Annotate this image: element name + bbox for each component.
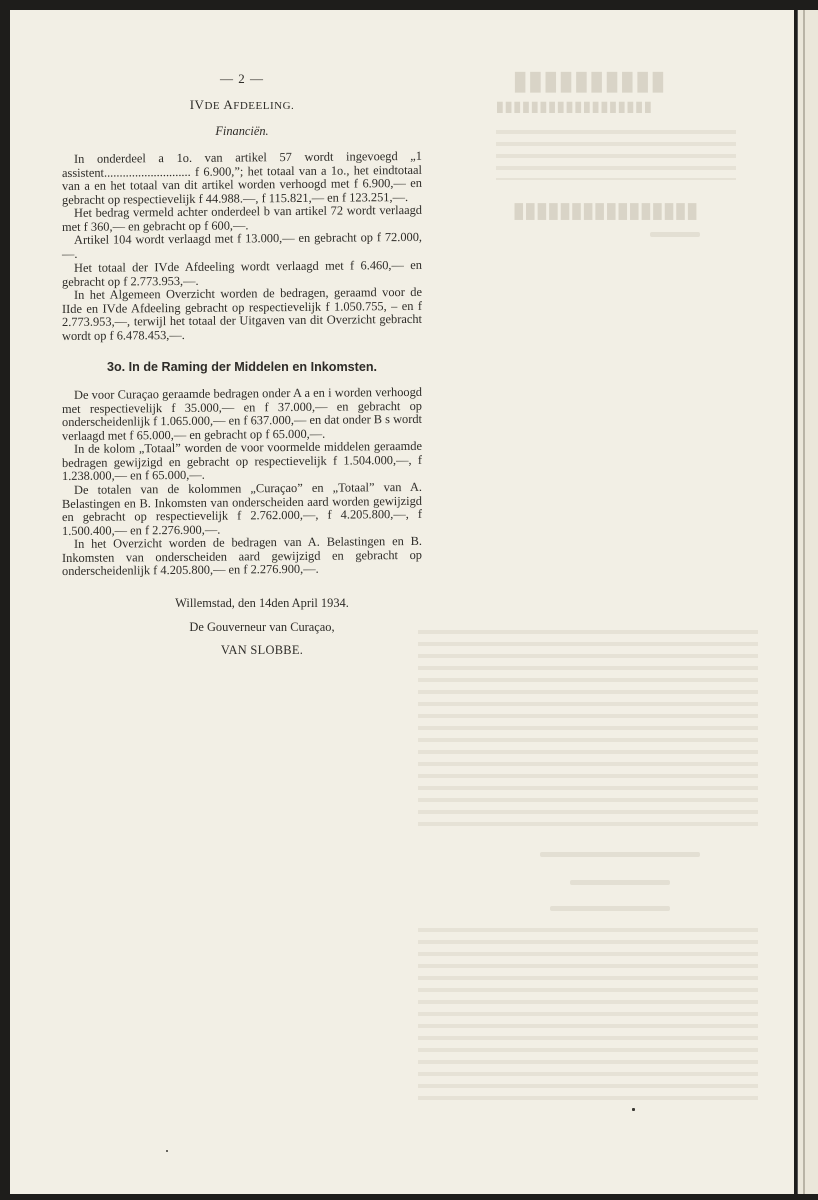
signatory-name: VAN SLOBBE. <box>220 643 304 658</box>
bleed-through-line <box>540 852 700 857</box>
section-title-afdeeling: IVDE AFDEELING. <box>189 96 295 112</box>
paragraph: In het Algemeen Overzicht worden de bedragen, geraamd voor de IIde en IVde Afdeeling gebracht op respectievelijk f 1.050.755, – en f 2.773.953,—, terwijl het totaal der Uitgaven van dit Overzicht gebracht wordt op f 6.478.453,—. <box>62 284 422 343</box>
bleed-through-line <box>650 232 700 237</box>
bleed-through-title: ▮▮▮▮▮▮▮▮▮▮ <box>513 65 667 95</box>
bleed-through-text-block <box>418 928 758 1100</box>
subheading-financien: Financiën. <box>215 124 269 139</box>
bleed-through-line <box>570 880 670 885</box>
adjacent-page-edge <box>797 10 818 1194</box>
signatory-title: De Gouverneur van Curaçao, <box>189 619 335 634</box>
paragraph: De totalen van de kolommen „Curaçao” en „Totaal” van A. Belastingen en B. Inkomsten van onderscheiden aard worden gewijzigd en gebracht op respectievelijk f 2.762.000,—, f 4.205.800,—, f 1.500.400,— en f 2.276.900,—. <box>62 479 422 538</box>
paragraph: De voor Curaçao geraamde bedragen onder A a en i worden verhoogd met respectievelijk f 35.000,— en f 37.000,— en gebracht op onderscheidenlijk f 1.065.000,— en f 637.000,— en dat onder B s wordt verlaagd met f 65.000,— en gebracht op f 65.000,—. <box>62 384 422 443</box>
page-edge-shadow <box>803 10 805 1194</box>
bleed-through-text-block <box>418 630 758 830</box>
page-number: — 2 — <box>220 71 264 86</box>
paragraph: Het bedrag vermeld achter onderdeel b van artikel 72 wordt verlaagd met f 360,— en gebracht op f 600,—. <box>62 203 422 234</box>
section-heading-raming: 3o. In de Raming der Middelen en Inkomsten. <box>106 360 378 375</box>
paragraph: In onderdeel a 1o. van artikel 57 wordt ingevoegd „1 assistent............................ f 6.900,”; het totaal van a 1o., het eindtotaal van a en het totaal van dit artikel worden verhoogd met f 6.900,— en gebracht op respectievelijk f 44.988.—, f 115.821,— en f 123.251,—. <box>62 148 422 207</box>
document-page <box>10 10 794 1194</box>
place-date: Willemstad, den 14den April 1934. <box>175 596 349 610</box>
paragraph: In het Overzicht worden de bedragen van A. Belastingen en B. Inkomsten van onderscheiden aard gewijzigd en gebracht op onderscheidenlijk f 4.205.800,— en f 2.276.900,—. <box>62 534 422 579</box>
paragraph: Artikel 104 wordt verlaagd met f 13.000,— en gebracht op f 72.000,—. <box>62 230 422 261</box>
paragraph: Het totaal der IVde Afdeeling wordt verlaagd met f 6.460,— en gebracht op f 2.773.953,—. <box>62 257 422 289</box>
bleed-through-heading: ▮▮▮▮▮▮▮▮▮▮▮▮▮▮▮▮ <box>513 199 698 222</box>
document-text <box>62 72 422 658</box>
paragraph: In de kolom „Totaal” worden de voor voormelde middelen geraamde bedragen gewijzigd en gebracht op respectievelijk f 1.504.000,—, f 1.238.000,— en f 65.000,—. <box>62 438 422 484</box>
paper-speck <box>166 1150 168 1152</box>
bleed-through-subtitle: ▮▮▮▮▮▮▮▮▮▮▮▮▮▮▮▮▮▮ <box>496 98 653 114</box>
paper-speck <box>632 1108 635 1111</box>
bleed-through-line <box>550 906 670 911</box>
bleed-through-text-block <box>496 130 736 180</box>
